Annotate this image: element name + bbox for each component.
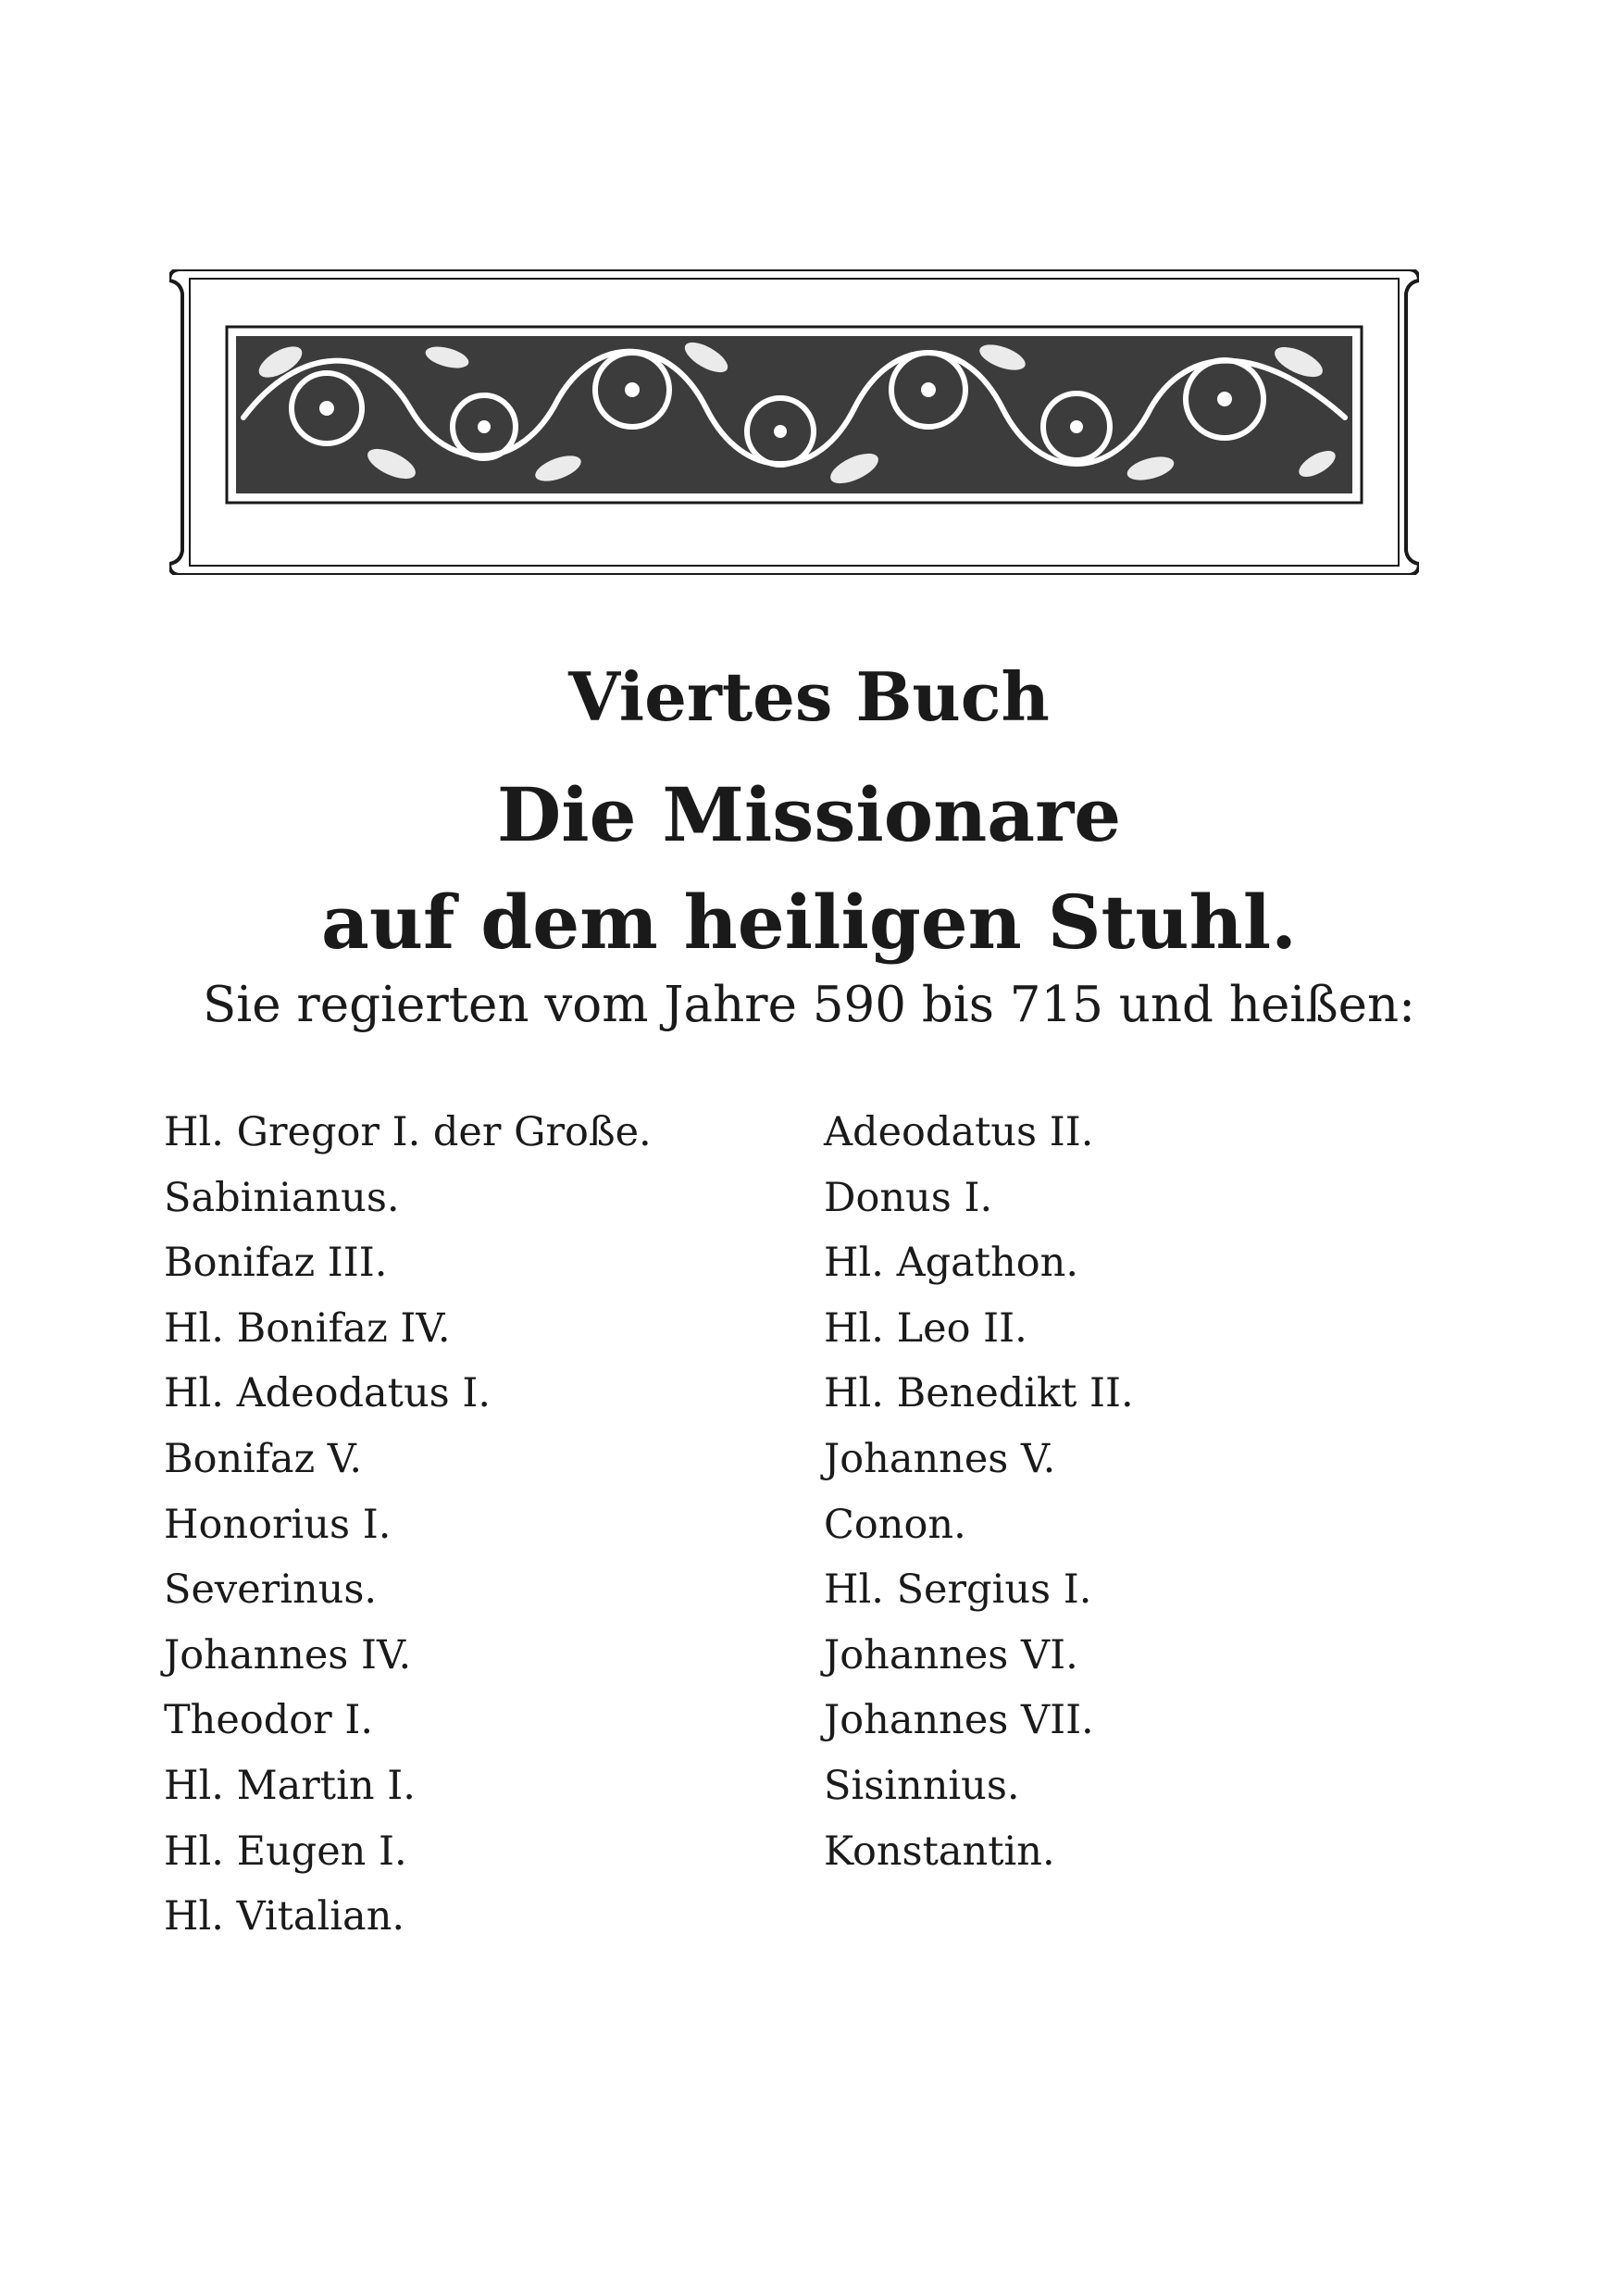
list-item: Sabinianus. — [164, 1174, 400, 1221]
list-item: Hl. Eugen I. — [164, 1828, 407, 1875]
list-item: Johannes VI. — [824, 1631, 1078, 1678]
list-item: Hl. Martin I. — [164, 1762, 416, 1809]
list-item: Honorius I. — [164, 1501, 392, 1548]
list-item: Johannes IV. — [164, 1631, 412, 1678]
list-item: Severinus. — [164, 1566, 378, 1614]
pope-list-left — [164, 1100, 812, 1950]
list-item: Sisinnius. — [824, 1762, 1020, 1809]
list-item: Johannes V. — [824, 1435, 1056, 1482]
pope-list-right — [824, 1100, 1472, 1884]
list-item: Hl. Sergius I. — [824, 1566, 1092, 1614]
list-item: Hl. Vitalian. — [164, 1893, 405, 1940]
list-item: Donus I. — [824, 1174, 993, 1221]
title-line-2: auf dem heiligen Stuhl. — [321, 879, 1297, 966]
title-line-1: Die Missionare — [496, 771, 1122, 858]
list-item: Johannes VII. — [824, 1697, 1094, 1744]
list-item: Hl. Gregor I. der Große. — [164, 1109, 652, 1155]
list-item: Bonifaz V. — [164, 1435, 363, 1482]
list-item: Hl. Bonifaz IV. — [164, 1304, 451, 1352]
list-item: Hl. Agathon. — [824, 1240, 1079, 1287]
list-item: Conon. — [824, 1501, 966, 1548]
intro-text: Sie regierten vom Jahre 590 bis 715 und heißen: — [202, 977, 1416, 1033]
book-label: Viertes Buch — [568, 657, 1050, 736]
ornamental-header-frame — [169, 269, 1419, 575]
list-item: Hl. Adeodatus I. — [164, 1370, 492, 1417]
list-item: Bonifaz III. — [164, 1240, 388, 1287]
list-item: Hl. Benedikt II. — [824, 1370, 1134, 1417]
list-item: Adeodatus II. — [824, 1109, 1094, 1155]
list-item: Konstantin. — [824, 1828, 1055, 1875]
list-item: Hl. Leo II. — [824, 1304, 1027, 1352]
list-item: Theodor I. — [164, 1697, 374, 1744]
